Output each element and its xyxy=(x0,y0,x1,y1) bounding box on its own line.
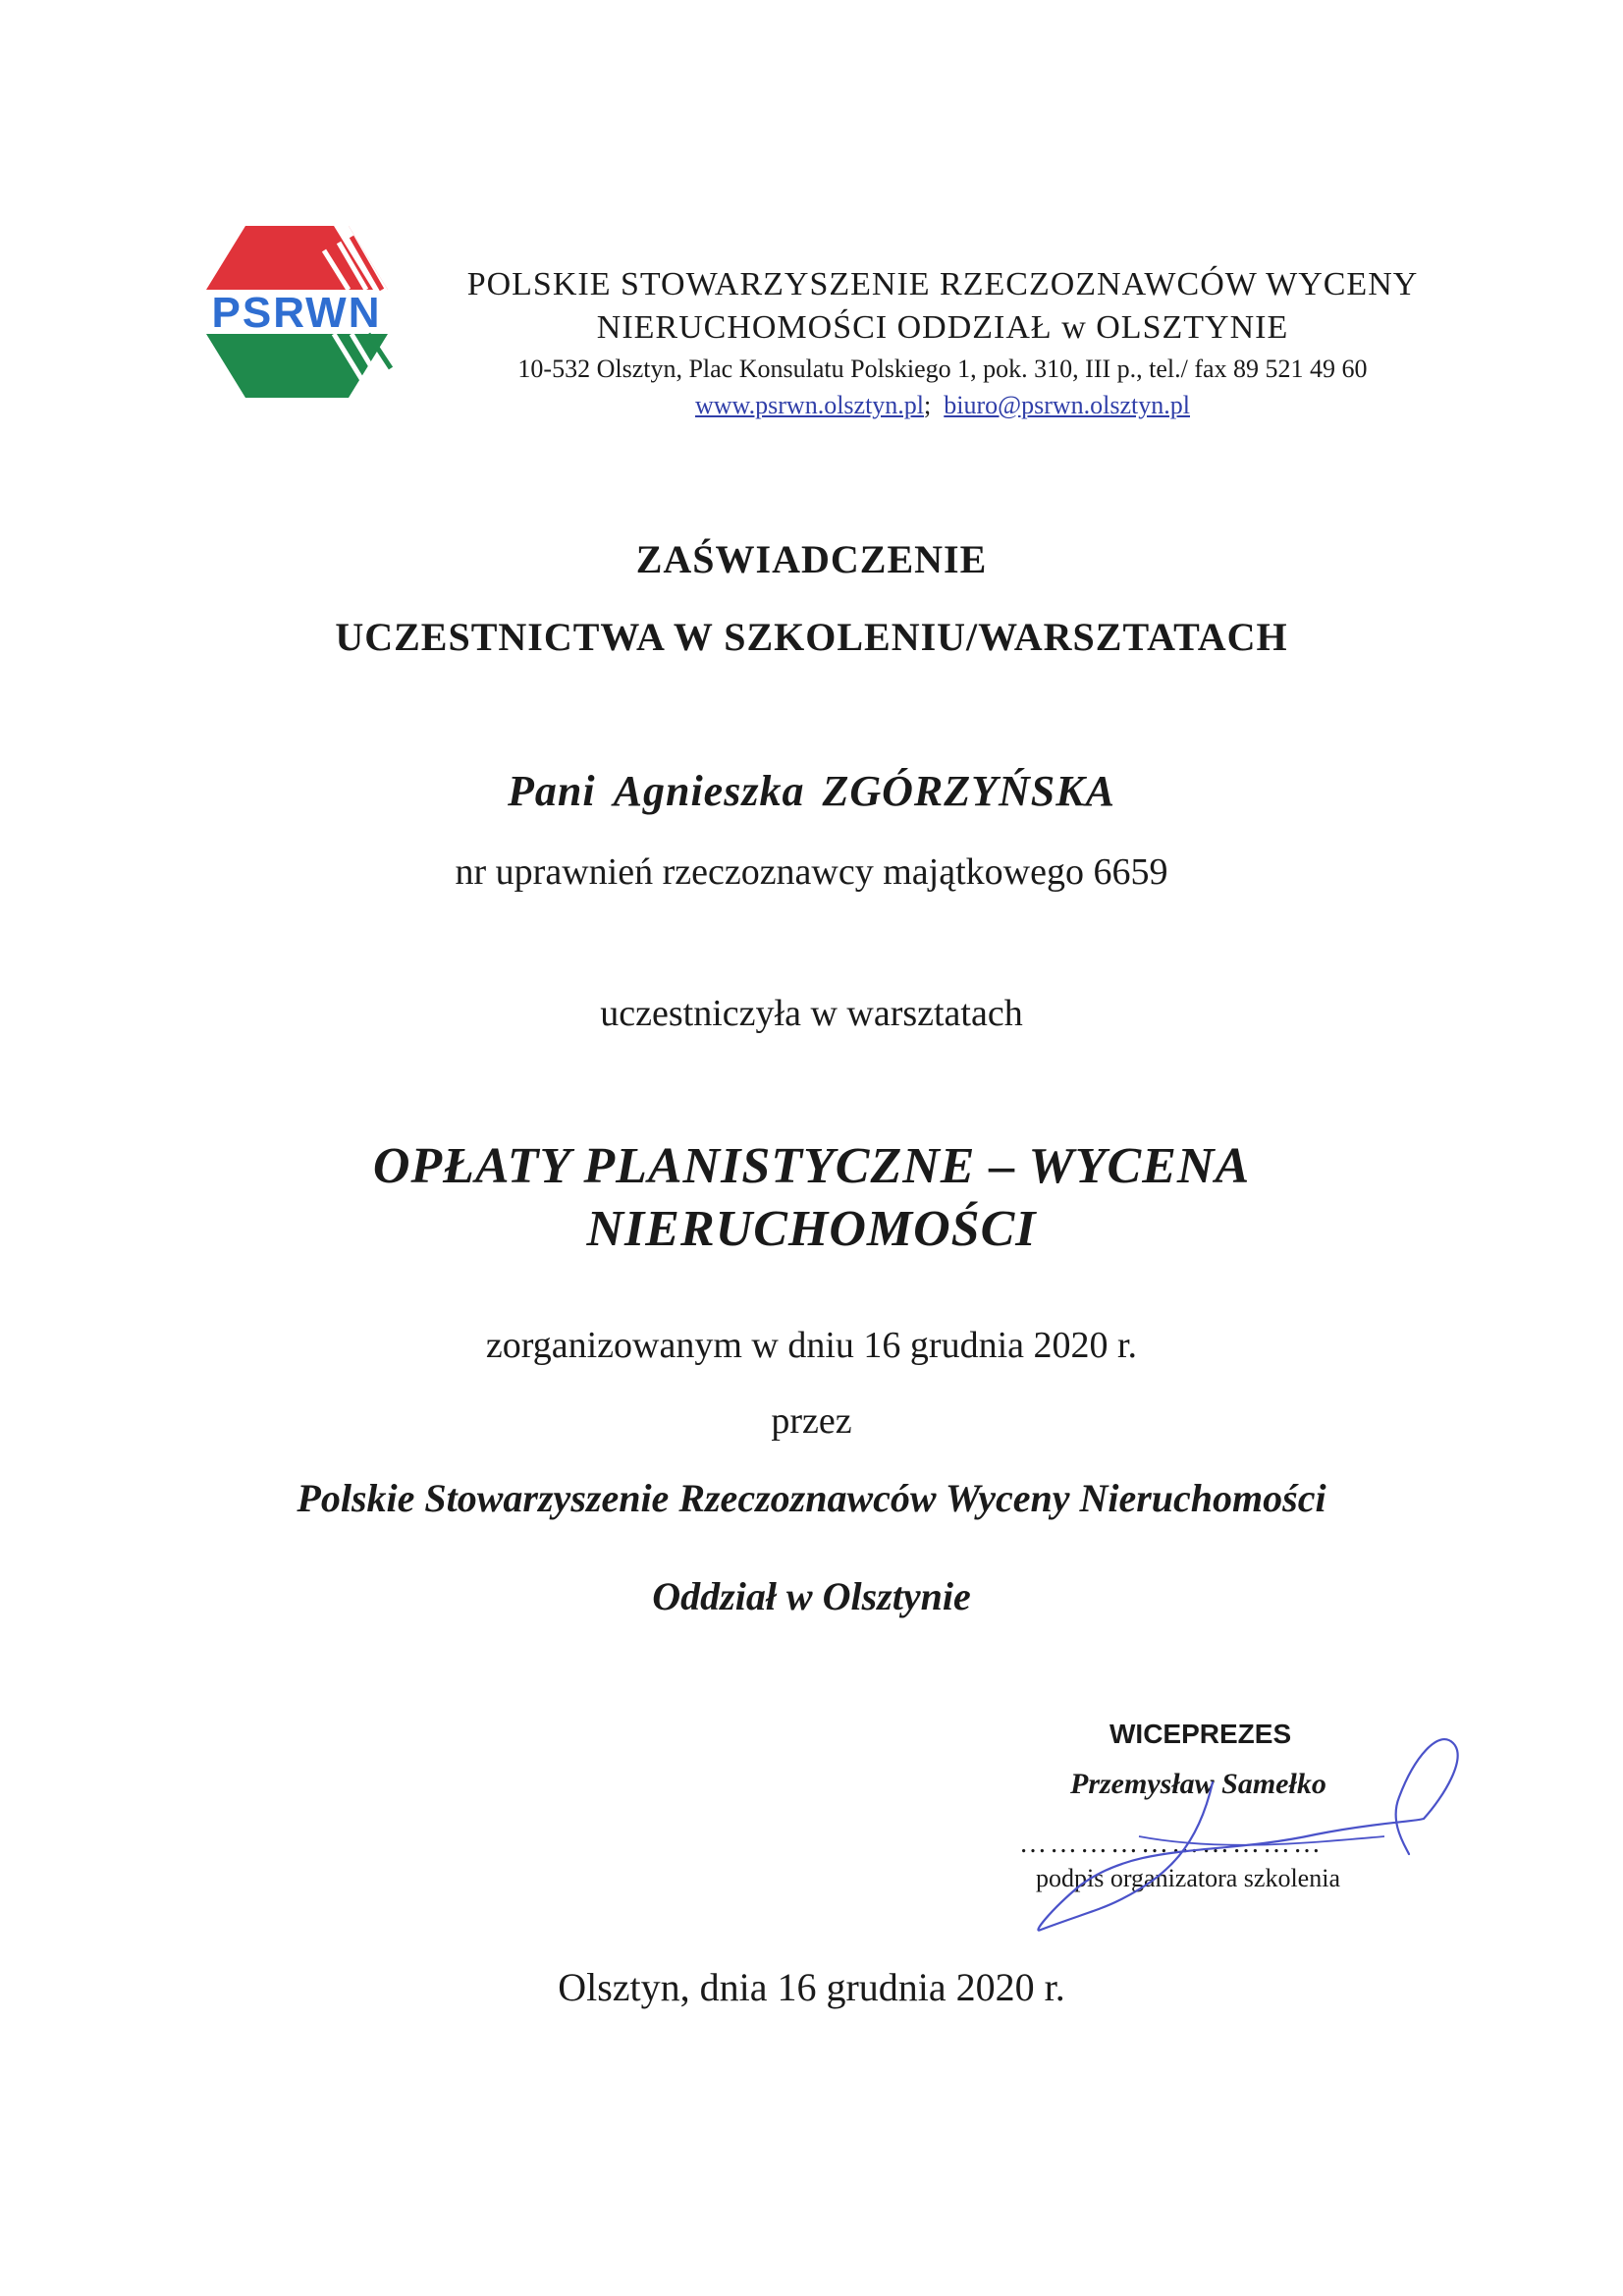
workshop-topic-line1: OPŁATY PLANISTYCZNE – WYCENA xyxy=(372,1138,1251,1194)
org-name-line2: NIERUCHOMOŚCI ODDZIAŁ w OLSZTYNIE xyxy=(596,309,1289,346)
signature-dotted-line: ………………………… xyxy=(1019,1829,1324,1859)
signatory-name: Przemysław Samełko xyxy=(1070,1768,1326,1800)
email-link[interactable]: biuro@psrwn.olsztyn.pl xyxy=(944,391,1190,419)
org-name-line1: POLSKIE STOWARZYSZENIE RZECZOZNAWCÓW WYCENY xyxy=(466,266,1419,302)
handwritten-signature xyxy=(1021,1728,1473,1944)
signature-caption: podpis organizatora szkolenia xyxy=(1036,1864,1340,1892)
association-branch: Oddział w Olsztynie xyxy=(652,1574,971,1618)
website-link[interactable]: www.psrwn.olsztyn.pl xyxy=(695,391,925,419)
workshop-topic-line2: NIERUCHOMOŚCI xyxy=(586,1201,1037,1257)
org-address: 10-532 Olsztyn, Plac Konsulatu Polskiego 1, pok. 310, III p., tel./ fax 89 521 49 60 xyxy=(517,355,1368,383)
first-name: Agnieszka xyxy=(613,767,805,815)
association-name: Polskie Stowarzyszenie Rzeczoznawców Wyceny Nieruchomości xyxy=(297,1476,1326,1520)
link-separator: ; xyxy=(924,391,932,419)
certificate-title: ZAŚWIADCZENIE xyxy=(635,537,988,581)
contact-links xyxy=(432,389,1453,422)
certificate-subtitle: UCZESTNICTWA W SZKOLENIU/WARSZTATACH xyxy=(335,615,1288,659)
participant-name xyxy=(0,766,1623,816)
psrwn-logo xyxy=(187,221,407,403)
issue-date: Olsztyn, dnia 16 grudnia 2020 r. xyxy=(558,1965,1065,2009)
signatory-title: WICEPREZES xyxy=(1109,1719,1292,1749)
by-text: przez xyxy=(771,1400,852,1442)
last-name: ZGÓRZYŃSKA xyxy=(822,767,1115,815)
name-prefix: Pani xyxy=(508,767,596,815)
organized-date-text: zorganizowanym w dniu 16 grudnia 2020 r. xyxy=(485,1325,1138,1366)
license-number: nr uprawnień rzeczoznawcy majątkowego 6659 xyxy=(455,851,1168,893)
header-block xyxy=(432,263,1453,422)
participation-text: uczestniczyła w warsztatach xyxy=(600,993,1023,1034)
logo-text: PSRWN xyxy=(211,289,382,337)
